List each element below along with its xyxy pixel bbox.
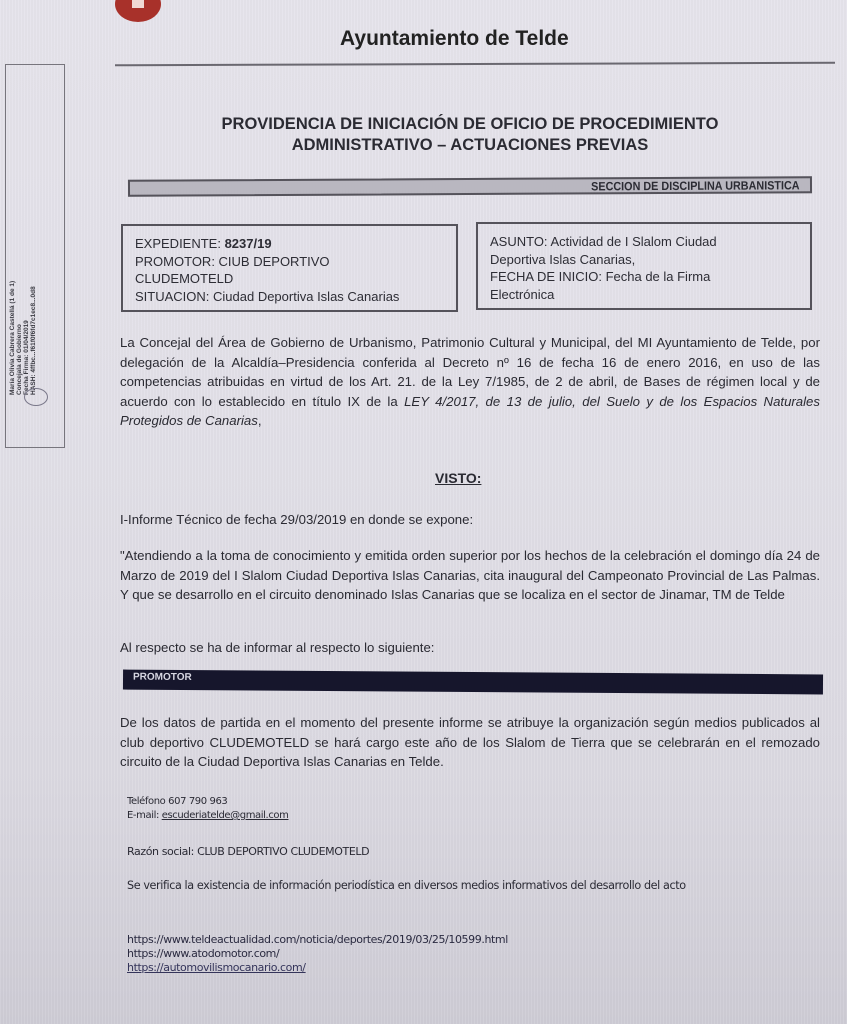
signature-stamp-text <box>9 135 37 395</box>
informe-line: I-Informe Técnico de fecha 29/03/2019 en donde se expone: <box>120 512 474 527</box>
email-label: E-mail: <box>127 810 162 821</box>
signature-stamp <box>5 64 65 448</box>
link-automovilismocanario[interactable]: https://automovilismocanario.com/ <box>127 961 306 974</box>
quote-paragraph: "Atendiendo a la toma de conocimiento y emitida orden superior por los hechos de la celebración el domingo día 24 de Marzo de 2019 del I Slalom Ciudad Deportiva Islas Canarias, cita inaugural del Campeonato Provincial de Las Palmas. Y que se desarrollo en el circuito denominado Islas Canarias que se localiza en el sector de Jinamar, TM de Telde <box>120 548 820 602</box>
seal-icon <box>24 388 48 406</box>
fecha-inicio-line: FECHA DE INICIO: Fecha de la Firma <box>490 269 711 284</box>
stamp-line: Fecha Firma: 01/04/2019 <box>23 320 30 395</box>
coat-of-arms-icon <box>115 0 161 22</box>
asunto-box <box>476 222 812 310</box>
promotor-section-bar <box>123 670 823 695</box>
stamp-line: María Olivia Cabrera Castellá (1 de 1) <box>9 280 16 395</box>
document-title-line-1: PROVIDENCIA DE INICIACIÓN DE OFICIO DE PROCEDIMIENTO <box>221 115 719 133</box>
expediente-label: EXPEDIENTE: <box>135 236 225 251</box>
organization-title: Ayuntamiento de Telde <box>340 27 569 50</box>
verifica-paragraph: Se verifica la existencia de información periodística en diversos medios informativos del desarrollo del acto <box>127 879 686 892</box>
telefono-line: Teléfono 607 790 963 <box>127 796 228 807</box>
visto-heading: VISTO: <box>435 470 482 486</box>
header-divider <box>115 62 835 67</box>
document-title <box>160 114 780 156</box>
respecto-line: Al respecto se ha de informar al respecto lo siguiente: <box>120 640 435 655</box>
link-list <box>127 933 508 975</box>
intro-text: La Concejal del Área de Gobierno de Urbanismo, Patrimonio Cultural y Municipal, del MI Ayuntamiento de Telde, por delegación de la Alcaldía–Presidencia conferida al Decreto nº 16 de fecha 16 de enero 2016, en uso de las competencias atribuidas en virtud de los Art. 21. de la Ley 7/1985, de 2 de abril, de Bases de régimen local y de acuerdo con lo establecido en título IX de la <box>120 335 820 409</box>
email-link[interactable]: escuderiatelde@gmail.com <box>161 810 289 821</box>
document-title-line-2: ADMINISTRATIVO – ACTUACIONES PREVIAS <box>291 136 649 154</box>
contact-info <box>127 795 288 823</box>
promotor-line-cont: CLUDEMOTELD <box>135 271 234 286</box>
asunto-line-cont: Deportiva Islas Canarias, <box>490 251 636 267</box>
law-reference: LEY 4/2017, de 13 de julio, del Suelo y de los Espacios Naturales Protegidos de Canarias <box>120 393 820 428</box>
link-atodomotor[interactable]: https://www.atodomotor.com/ <box>127 947 280 960</box>
expediente-number: 8237/19 <box>224 236 272 251</box>
stamp-line: Concejala de Gobierno <box>16 324 23 395</box>
section-label: SECCION DE DISCIPLINA URBANISTICA <box>591 178 801 194</box>
email-line <box>127 809 288 823</box>
fecha-inicio-line-cont: Electrónica <box>490 286 555 302</box>
promotor-section-label: PROMOTOR <box>132 671 192 684</box>
razon-social: Razón social: CLUB DEPORTIVO CLUDEMOTELD <box>127 845 370 858</box>
link-teldeactualidad[interactable]: https://www.teldeactualidad.com/noticia/deportes/2019/03/25/10599.html <box>127 933 508 946</box>
intro-paragraph <box>120 333 820 431</box>
expediente-box <box>121 224 458 312</box>
stamp-line: HASH: 4ffbc...f61f0f6fd7c1ec8...0d8 <box>30 286 37 395</box>
situacion-line: SITUACION: Ciudad Deportiva Islas Canarias <box>135 288 400 304</box>
intro-end: , <box>257 413 262 428</box>
promotor-paragraph: De los datos de partida en el momento del presente informe se atribuye la organización según medios publicados al club deportivo CLUDEMOTELD se hará cargo este año de los Slalom de Tierra que se celebrarán en el remozado circuito de la Ciudad Deportiva Islas Canarias en Telde. <box>120 715 820 769</box>
section-header-bar <box>128 176 812 197</box>
asunto-line: ASUNTO: Actividad de I Slalom Ciudad <box>490 234 717 249</box>
expediente-line <box>135 235 444 253</box>
promotor-line: PROMOTOR: CIUB DEPORTIVO <box>135 253 330 269</box>
